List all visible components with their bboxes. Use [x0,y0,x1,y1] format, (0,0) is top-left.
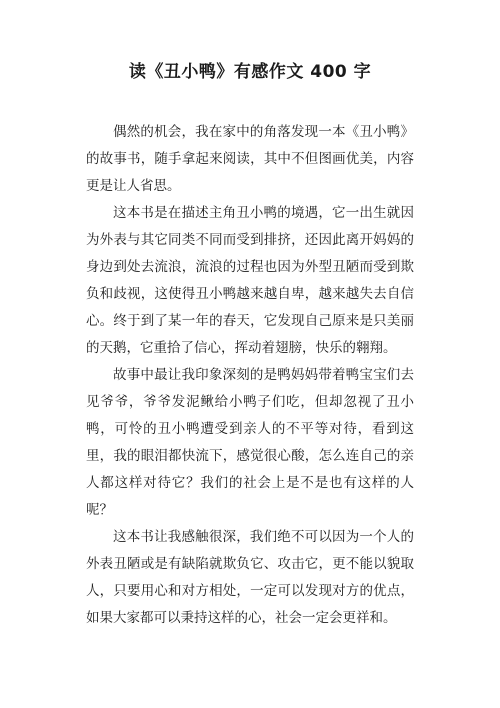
paragraph-2: 这本书是在描述主角丑小鸭的境遇，它一出生就因为外表与其它同类不同而受到排挤，还因此离开妈妈的身边到处去流浪，流浪的过程也因为外型丑陋而受到欺负和歧视，这使得丑小鸭越来越自卑，越来越失去自信心。终于到了某一年的春天，它发现自己原来是只美丽的天鹅，它重拾了信心，挥动着翅膀，快乐的翱翔。 [86,205,414,356]
document-title: 读《丑小鸭》有感作文 400 字 [128,62,372,82]
paragraph-3: 故事中最让我印象深刻的是鸭妈妈带着鸭宝宝们去见爷爷，爷爷发泥鳅给小鸭子们吃，但却忽视了丑小鸭，可怜的丑小鸭遭受到亲人的不平等对待，看到这里，我的眼泪都快流下，感觉很心酸，怎么连自己的亲人都这样对待它？我们的社会上是不是也有这样的人呢？ [86,367,414,518]
paragraph-4: 这本书让我感触很深，我们绝不可以因为一个人的外表丑陋或是有缺陷就欺负它、攻击它，更不能以貌取人，只要用心和对方相处，一定可以发现对方的优点，如果大家都可以秉持这样的心，社会一定会更祥和。 [86,529,414,626]
paragraph-1: 偶然的机会，我在家中的角落发现一本《丑小鸭》的故事书，随手拿起来阅读，其中不但图画优美，内容更是让人省思。 [86,124,414,194]
